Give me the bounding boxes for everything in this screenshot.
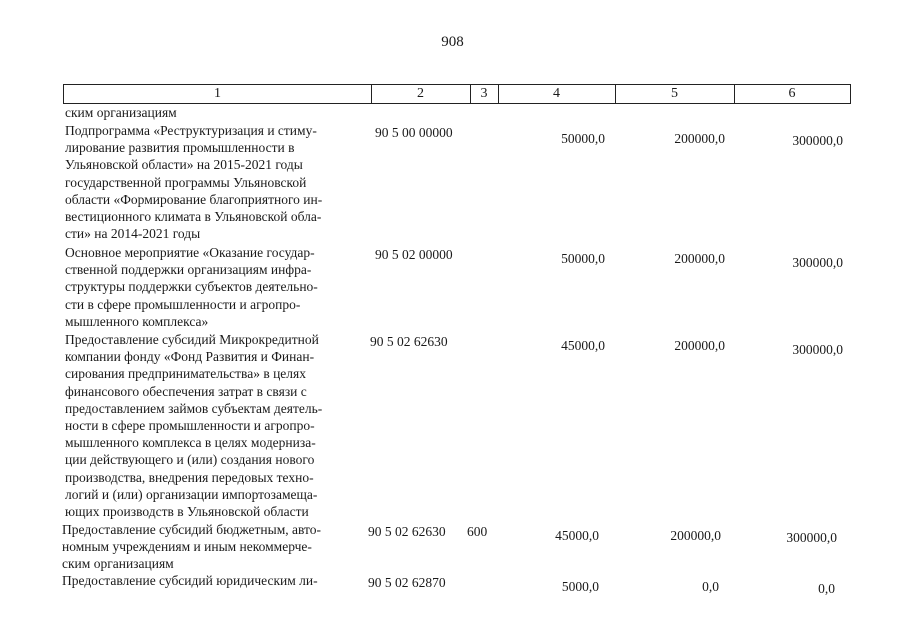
row-value-col4: 45000,0 — [561, 338, 605, 353]
row-value-col5: 0,0 — [702, 579, 719, 594]
row-expense-type: 600 — [467, 524, 488, 539]
row-value-col5: 200000,0 — [674, 338, 725, 353]
row-value-col4: 50000,0 — [561, 131, 605, 146]
row-value-col6: 300000,0 — [786, 530, 837, 545]
row-description: Подпрограмма «Реструктуризация и стиму- лирование развития промышленности в Ульяновской области» на 2015-2021 годы государственной программы Ульяновской области «Формирование благоприятного ин- вестиционного климата в Ульяновской обла- сти» на 2014-2021 годы — [65, 123, 323, 242]
page-number: 908 — [441, 34, 464, 50]
row-value-col6: 300000,0 — [792, 255, 843, 270]
column-header-1: 1 — [214, 86, 221, 101]
row-value-col4: 5000,0 — [561, 579, 599, 594]
row-code: 90 5 00 00000 — [375, 125, 453, 140]
row-description: Предоставление субсидий Микрокредитной компании фонду «Фонд Развития и Финан- сирования предпринимательства» в целях финансового обеспечения затрат в связи с предоставлением займов субъектам деятель- ности в сфере промышленности и агропро- мышленного комплекса в целях модерниза- ции действующего и (или) создания нового производства, внедрения передовых техно- логий и (или) организации импортозамеща- ющих производств в Ульяновской области — [65, 332, 323, 520]
row-value-col6: 300000,0 — [792, 342, 843, 357]
row-value-col5: 200000,0 — [674, 251, 725, 266]
row-description: ским организациям — [65, 105, 177, 120]
row-value-col6: 0,0 — [818, 581, 835, 596]
column-header-6: 6 — [788, 86, 796, 101]
row-description: Предоставление субсидий юридическим ли- — [62, 573, 318, 588]
row-code: 90 5 02 62630 — [370, 334, 448, 349]
column-header-2: 2 — [417, 86, 424, 101]
row-value-col4: 50000,0 — [561, 251, 605, 266]
row-code: 90 5 02 62630 — [368, 524, 446, 539]
row-description: Основное мероприятие «Оказание государ- ственной поддержки организациям инфра- структуры поддержки субъектов деятельно- сти в сфере промышленности и агропро- мышленного комплекса» — [65, 245, 318, 329]
row-code: 90 5 02 62870 — [368, 575, 446, 590]
row-value-col5: 200000,0 — [674, 131, 725, 146]
column-header-5: 5 — [671, 86, 678, 101]
row-value-col4: 45000,0 — [555, 528, 599, 543]
row-value-col5: 200000,0 — [670, 528, 721, 543]
row-description: Предоставление субсидий бюджетным, авто- номным учреждениям и иным некоммерче- ским организациям — [62, 522, 321, 572]
column-header-row — [63, 84, 851, 104]
row-code: 90 5 02 00000 — [375, 247, 453, 262]
column-header-4: 4 — [553, 86, 560, 101]
row-value-col6: 300000,0 — [792, 133, 843, 148]
column-header-3: 3 — [480, 86, 488, 101]
